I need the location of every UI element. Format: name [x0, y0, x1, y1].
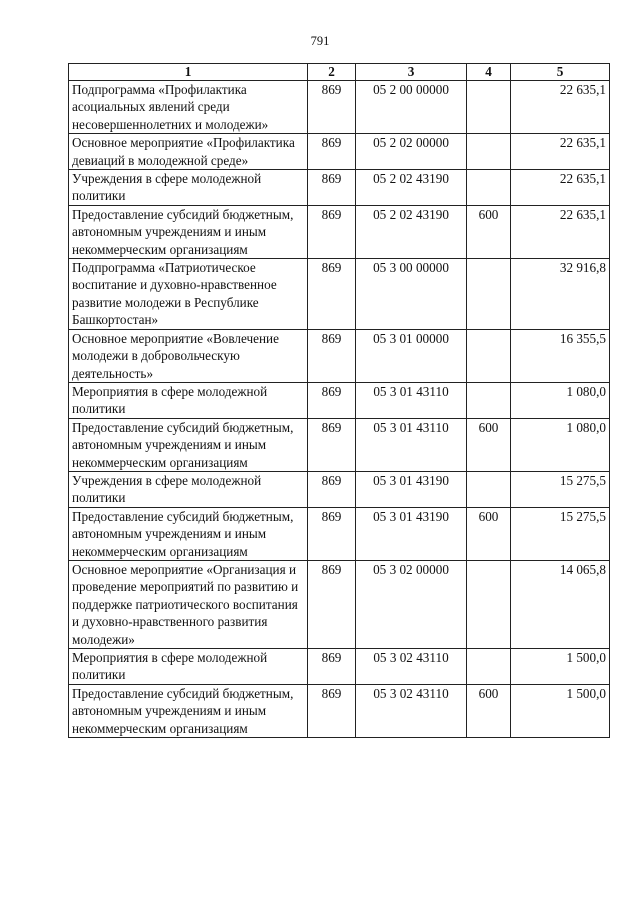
row-ministry-cell: 869: [308, 471, 356, 507]
row-code-cell: 05 2 02 00000: [356, 134, 467, 170]
row-name-cell: Предоставление субсидий бюджетным, автономным учреждениям и иным некоммерческим организациям: [69, 507, 308, 560]
row-ministry-cell: 869: [308, 170, 356, 206]
row-type-cell: [467, 259, 511, 330]
row-ministry-cell: 869: [308, 507, 356, 560]
table-row: [69, 329, 610, 382]
row-code-cell: 05 3 02 00000: [356, 560, 467, 648]
row-amount-cell: 15 275,5: [511, 471, 610, 507]
row-amount-cell: 15 275,5: [511, 507, 610, 560]
row-code-cell: 05 3 01 43190: [356, 471, 467, 507]
row-type-cell: 600: [467, 418, 511, 471]
row-ministry-cell: 869: [308, 259, 356, 330]
header-col-3: 3: [356, 64, 467, 81]
budget-table: [68, 63, 610, 738]
row-code-cell: 05 2 02 43190: [356, 205, 467, 258]
row-amount-cell: 22 635,1: [511, 134, 610, 170]
row-amount-cell: 1 080,0: [511, 382, 610, 418]
table-row: [69, 560, 610, 648]
row-ministry-cell: 869: [308, 329, 356, 382]
row-code-cell: 05 2 02 43190: [356, 170, 467, 206]
row-amount-cell: 14 065,8: [511, 560, 610, 648]
row-ministry-cell: 869: [308, 205, 356, 258]
header-col-4: 4: [467, 64, 511, 81]
row-name-cell: Подпрограмма «Профилактика асоциальных явлений среди несовершеннолетних и молодежи»: [69, 81, 308, 134]
row-name-cell: Основное мероприятие «Вовлечение молодежи в добровольческую деятельность»: [69, 329, 308, 382]
row-code-cell: 05 3 02 43110: [356, 649, 467, 685]
header-col-1: 1: [69, 64, 308, 81]
row-type-cell: 600: [467, 507, 511, 560]
table-row: [69, 134, 610, 170]
row-ministry-cell: 869: [308, 134, 356, 170]
row-name-cell: Основное мероприятие «Организация и проведение мероприятий по развитию и поддержке патриотического воспитания и духовно-нравственного развития молодежи»: [69, 560, 308, 648]
row-name-cell: Основное мероприятие «Профилактика девиаций в молодежной среде»: [69, 134, 308, 170]
row-code-cell: 05 3 01 43110: [356, 418, 467, 471]
row-amount-cell: 1 500,0: [511, 684, 610, 737]
row-ministry-cell: 869: [308, 560, 356, 648]
row-type-cell: 600: [467, 205, 511, 258]
row-type-cell: 600: [467, 684, 511, 737]
table-row: [69, 649, 610, 685]
row-ministry-cell: 869: [308, 382, 356, 418]
table-header-row: [69, 64, 610, 81]
row-code-cell: 05 2 00 00000: [356, 81, 467, 134]
row-type-cell: [467, 81, 511, 134]
row-amount-cell: 22 635,1: [511, 81, 610, 134]
row-name-cell: Мероприятия в сфере молодежной политики: [69, 649, 308, 685]
row-amount-cell: 22 635,1: [511, 205, 610, 258]
row-type-cell: [467, 560, 511, 648]
header-col-5: 5: [511, 64, 610, 81]
row-ministry-cell: 869: [308, 684, 356, 737]
row-name-cell: Предоставление субсидий бюджетным, автономным учреждениям и иным некоммерческим организациям: [69, 684, 308, 737]
row-amount-cell: 32 916,8: [511, 259, 610, 330]
row-type-cell: [467, 134, 511, 170]
row-code-cell: 05 3 00 00000: [356, 259, 467, 330]
table-row: [69, 382, 610, 418]
table-row: [69, 81, 610, 134]
row-ministry-cell: 869: [308, 418, 356, 471]
row-amount-cell: 1 500,0: [511, 649, 610, 685]
row-code-cell: 05 3 01 43110: [356, 382, 467, 418]
row-amount-cell: 16 355,5: [511, 329, 610, 382]
row-ministry-cell: 869: [308, 81, 356, 134]
row-name-cell: Учреждения в сфере молодежной политики: [69, 471, 308, 507]
row-type-cell: [467, 329, 511, 382]
row-name-cell: Подпрограмма «Патриотическое воспитание и духовно-нравственное развитие молодежи в Республике Башкортостан»: [69, 259, 308, 330]
table-row: [69, 170, 610, 206]
table-row: [69, 471, 610, 507]
header-col-2: 2: [308, 64, 356, 81]
row-name-cell: Предоставление субсидий бюджетным, автономным учреждениям и иным некоммерческим организациям: [69, 418, 308, 471]
row-code-cell: 05 3 02 43110: [356, 684, 467, 737]
row-type-cell: [467, 471, 511, 507]
row-code-cell: 05 3 01 00000: [356, 329, 467, 382]
table-row: [69, 418, 610, 471]
row-amount-cell: 1 080,0: [511, 418, 610, 471]
row-amount-cell: 22 635,1: [511, 170, 610, 206]
row-name-cell: Учреждения в сфере молодежной политики: [69, 170, 308, 206]
table-row: [69, 507, 610, 560]
row-type-cell: [467, 649, 511, 685]
row-type-cell: [467, 382, 511, 418]
row-name-cell: Предоставление субсидий бюджетным, автономным учреждениям и иным некоммерческим организациям: [69, 205, 308, 258]
table-row: [69, 684, 610, 737]
table-row: [69, 259, 610, 330]
row-type-cell: [467, 170, 511, 206]
row-code-cell: 05 3 01 43190: [356, 507, 467, 560]
row-ministry-cell: 869: [308, 649, 356, 685]
page-number: 791: [310, 34, 330, 48]
table-body: [69, 81, 610, 738]
row-name-cell: Мероприятия в сфере молодежной политики: [69, 382, 308, 418]
table-row: [69, 205, 610, 258]
